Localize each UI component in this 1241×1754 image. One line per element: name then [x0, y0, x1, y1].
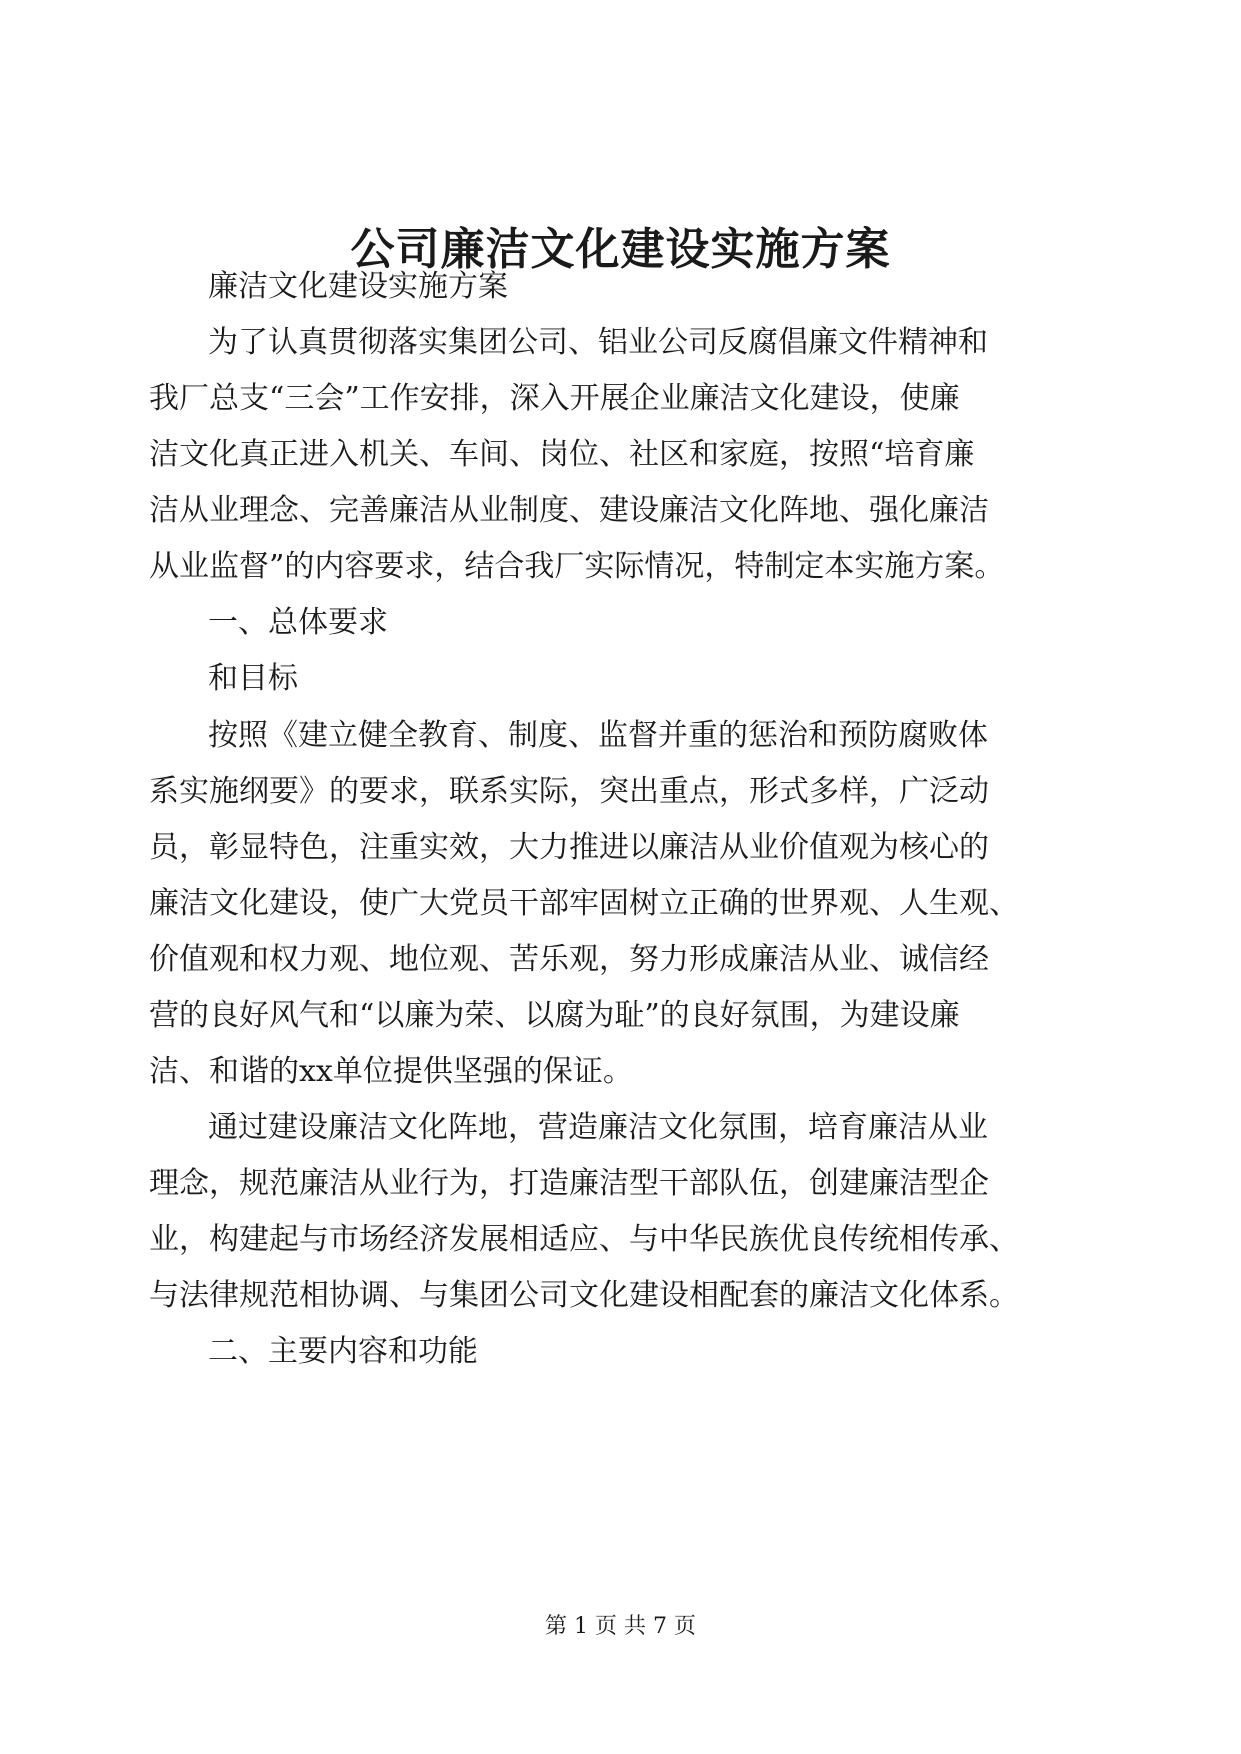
- paragraph-line: 我厂总支“三会”工作安排，深入开展企业廉洁文化建设，使廉: [149, 381, 960, 416]
- paragraph-line: 洁、和谐的xx单位提供坚强的保证。: [149, 1054, 633, 1089]
- paragraph-line: 廉洁文化建设，使广大党员干部牢固树立正确的世界观、人生观、: [149, 886, 1019, 921]
- paragraph-line: 营的良好风气和“以廉为荣、以腐为耻”的良好氛围，为建设廉: [149, 998, 960, 1033]
- document-title: 公司廉洁文化建设实施方案: [350, 224, 891, 275]
- paragraph-line: 理念，规范廉洁从业行为，打造廉洁型干部队伍，创建廉洁型企: [149, 1166, 989, 1201]
- paragraph-line: 系实施纲要》的要求，联系实际，突出重点，形式多样，广泛动: [149, 774, 989, 809]
- paragraph-line: 通过建设廉洁文化阵地，营造廉洁文化氛围，培育廉洁从业: [208, 1110, 988, 1145]
- paragraph-line: 按照《建立健全教育、制度、监督并重的惩治和预防腐败体: [208, 718, 988, 753]
- page-number-footer: 第 1 页 共 7 页: [545, 1614, 696, 1639]
- paragraph-line: 洁从业理念、完善廉洁从业制度、建设廉洁文化阵地、强化廉洁: [149, 493, 989, 528]
- paragraph-line: 廉洁文化建设实施方案: [208, 269, 508, 304]
- paragraph-line: 为了认真贯彻落实集团公司、铝业公司反腐倡廉文件精神和: [208, 325, 988, 360]
- paragraph-line: 价值观和权力观、地位观、苦乐观，努力形成廉洁从业、诚信经: [149, 942, 989, 977]
- paragraph-line: 从业监督”的内容要求，结合我厂实际情况，特制定本实施方案。: [149, 549, 1005, 584]
- paragraph-line: 洁文化真正进入机关、车间、岗位、社区和家庭，按照“培育廉: [149, 437, 975, 472]
- paragraph-line: 员，彰显特色，注重实效，大力推进以廉洁从业价值观为核心的: [149, 830, 989, 865]
- paragraph-line: 和目标: [208, 661, 298, 696]
- section-heading: 一、总体要求: [208, 605, 388, 640]
- section-heading: 二、主要内容和功能: [208, 1334, 478, 1369]
- paragraph-line: 业，构建起与市场经济发展相适应、与中华民族优良传统相传承、: [149, 1222, 1019, 1257]
- paragraph-line: 与法律规范相协调、与集团公司文化建设相配套的廉洁文化体系。: [149, 1278, 1019, 1313]
